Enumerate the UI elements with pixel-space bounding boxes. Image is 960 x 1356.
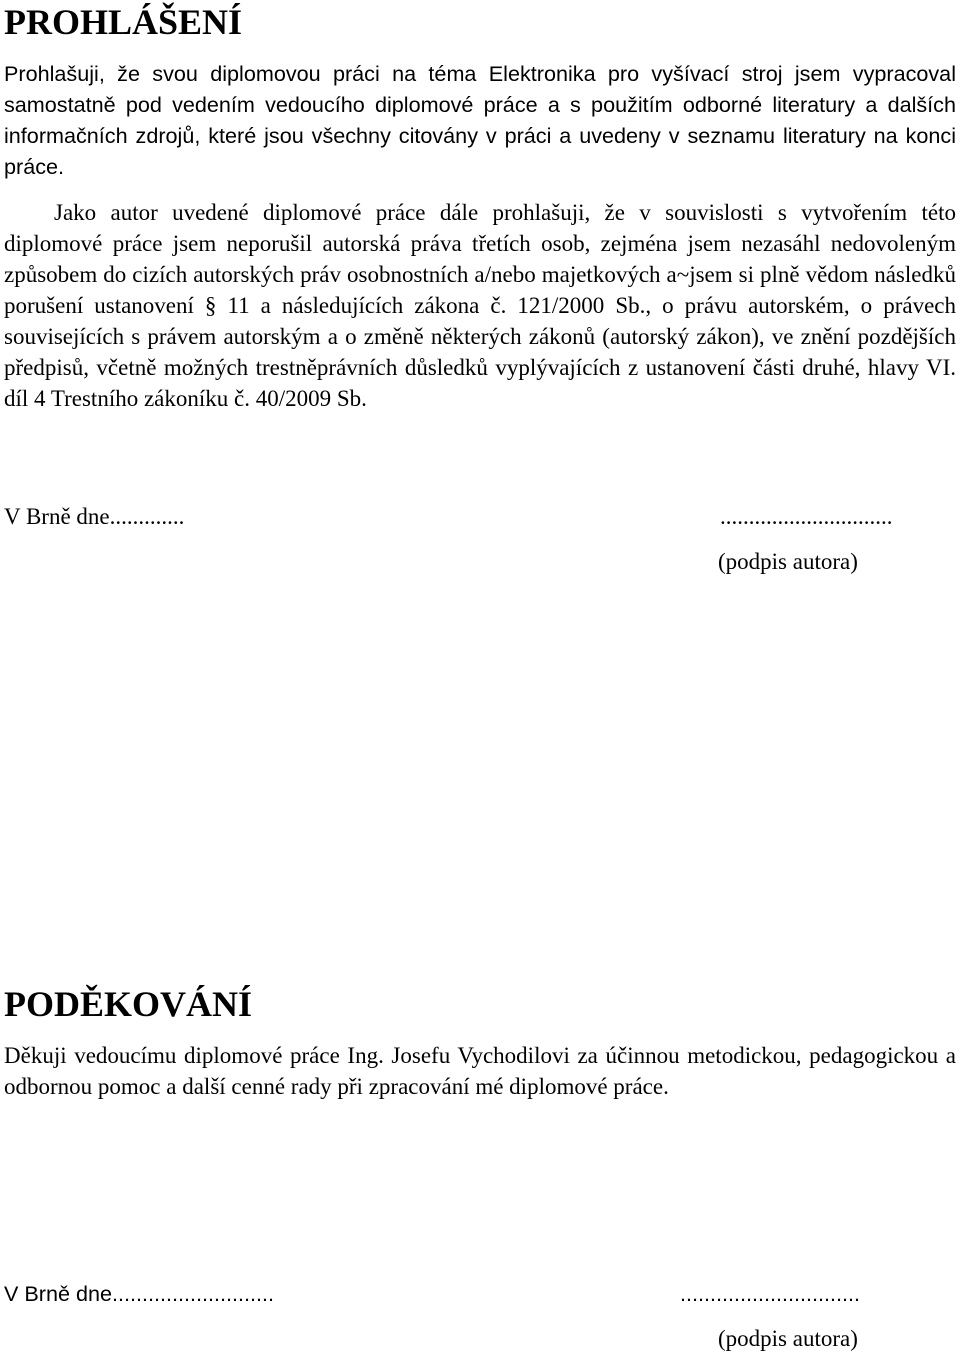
- acknowledgement-signature-label: (podpis autora): [718, 1326, 858, 1351]
- declaration-signature-label: (podpis autora): [718, 549, 858, 574]
- acknowledgement-title: PODĚKOVÁNÍ: [4, 984, 253, 1024]
- acknowledgement-paragraph: Děkuji vedoucímu diplomové práce Ing. Josefu Vychodilovi za účinnou metodickou, pedagogickou a odbornou pomoc a další cenné rady při zpracování mé diplomové práce.: [4, 1043, 956, 1099]
- declaration-paragraph-1: Prohlašuji, že svou diplomovou práci na téma Elektronika pro vyšívací stroj jsem vypracoval samostatně pod vedením vedoucího diplomové práce a s použitím odborné literatury a dalších informačních zdrojů, které jsou všechny citovány v práci a uvedeny v seznamu literatury na konci práce.: [4, 61, 956, 179]
- acknowledgement-place-date: V Brně dne...........................: [4, 1281, 275, 1306]
- acknowledgement-signature-line: ..............................: [680, 1281, 860, 1306]
- declaration-signature-line: ..............................: [720, 504, 893, 529]
- declaration-title: PROHLÁŠENÍ: [4, 2, 243, 42]
- declaration-paragraph-2: Jako autor uvedené diplomové práce dále prohlašuji, že v souvislosti s vytvořením této diplomové práce jsem neporušil autorská práva třetích osob, zejména jsem nezasáhl nedovoleným způsobem do cizích autorských práv osobnostních a/nebo majetkových a~jsem si plně vědom následků porušení ustanovení § 11 a následujících zákona č. 121/2000 Sb., o právu autorském, o právech souvisejících s právem autorským a o změně některých zákonů (autorský zákon), ve znění pozdějších předpisů, včetně možných trestněprávních důsledků vyplývajících z ustanovení části druhé, hlavy VI. díl 4 Trestního zákoníku č. 40/2009 Sb.: [4, 200, 956, 411]
- declaration-place-date: V Brně dne.............: [4, 504, 185, 529]
